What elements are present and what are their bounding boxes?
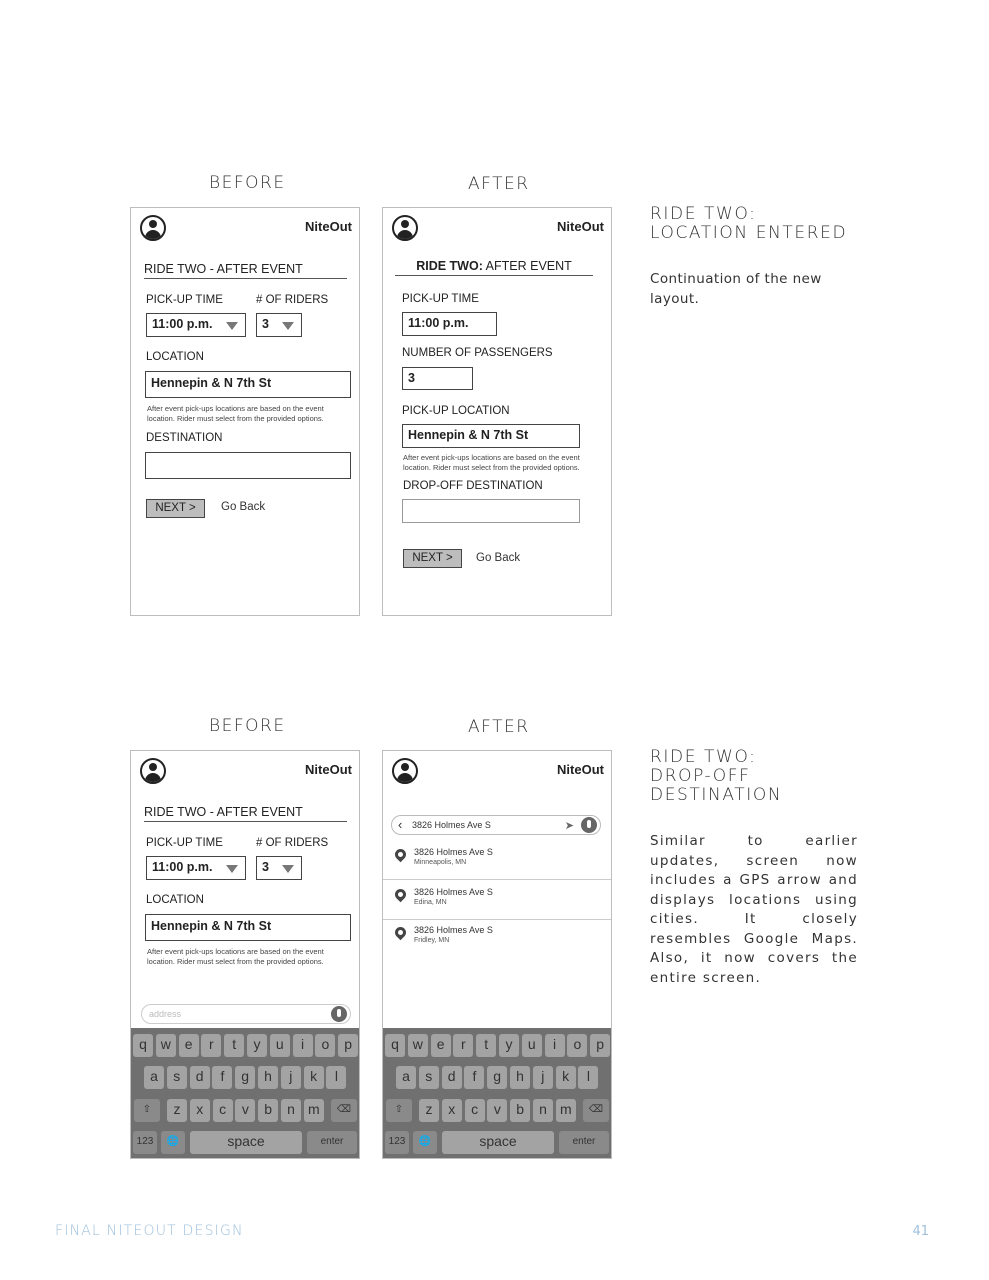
- section-title: RIDE TWO - AFTER EVENT: [144, 805, 347, 822]
- page-number: 41: [912, 1224, 929, 1239]
- key-c[interactable]: c: [465, 1099, 485, 1122]
- key-a[interactable]: a: [396, 1066, 416, 1089]
- backspace-key[interactable]: ⌫: [583, 1099, 609, 1122]
- key-z[interactable]: z: [167, 1099, 187, 1122]
- shift-key[interactable]: ⇧: [386, 1099, 412, 1122]
- microphone-icon[interactable]: [331, 1006, 347, 1022]
- brand-logo: NiteOut: [557, 762, 604, 777]
- location-note: After event pick-ups locations are based on the event location. Rider must select from the provided options.: [147, 404, 324, 423]
- keyboard: [131, 1028, 359, 1158]
- key-q[interactable]: q: [133, 1034, 153, 1057]
- pickup-time-label: PICK-UP TIME: [402, 293, 479, 305]
- section-title-bold: RIDE TWO:: [416, 259, 483, 273]
- result-city: Minneapolis, MN: [414, 859, 467, 866]
- key-n[interactable]: n: [533, 1099, 553, 1122]
- key-i[interactable]: i: [293, 1034, 313, 1057]
- map-pin-icon: [393, 847, 409, 863]
- go-back-link[interactable]: Go Back: [221, 501, 266, 513]
- dropoff-field[interactable]: [402, 499, 580, 523]
- key-p[interactable]: p: [338, 1034, 358, 1057]
- numbers-key[interactable]: 123: [385, 1131, 409, 1154]
- key-z[interactable]: z: [419, 1099, 439, 1122]
- result-address: 3826 Holmes Ave S: [414, 847, 493, 857]
- key-t[interactable]: t: [224, 1034, 244, 1057]
- location-field[interactable]: Hennepin & N 7th St: [145, 914, 351, 941]
- back-chevron-icon[interactable]: ‹: [398, 817, 403, 832]
- gps-arrow-icon[interactable]: ➤: [564, 820, 574, 832]
- key-x[interactable]: x: [442, 1099, 462, 1122]
- pickup-location-label: PICK-UP LOCATION: [402, 405, 510, 417]
- dropdown-arrow-icon: [226, 322, 238, 330]
- key-j[interactable]: j: [281, 1066, 301, 1089]
- key-u[interactable]: u: [522, 1034, 542, 1057]
- destination-field[interactable]: [145, 452, 351, 479]
- enter-key[interactable]: enter: [307, 1131, 357, 1154]
- key-w[interactable]: w: [408, 1034, 428, 1057]
- search-bar[interactable]: [391, 815, 601, 835]
- key-v[interactable]: v: [235, 1099, 255, 1122]
- next-button[interactable]: NEXT >: [403, 549, 462, 568]
- footer-title: FINAL NITEOUT DESIGN: [55, 1223, 244, 1239]
- key-g[interactable]: g: [487, 1066, 507, 1089]
- key-l[interactable]: l: [578, 1066, 598, 1089]
- search-value: 3826 Holmes Ave S: [412, 820, 491, 830]
- riders-label: # OF RIDERS: [256, 837, 329, 849]
- globe-icon[interactable]: 🌐: [413, 1131, 437, 1154]
- enter-key[interactable]: enter: [559, 1131, 609, 1154]
- pickup-time-label: PICK-UP TIME: [146, 837, 223, 849]
- key-r[interactable]: r: [453, 1034, 473, 1057]
- key-f[interactable]: f: [212, 1066, 232, 1089]
- address-input[interactable]: [141, 1004, 351, 1024]
- key-m[interactable]: m: [304, 1099, 324, 1122]
- map-pin-icon: [393, 925, 409, 941]
- key-b[interactable]: b: [510, 1099, 530, 1122]
- key-f[interactable]: f: [464, 1066, 484, 1089]
- riders-value: 3: [262, 317, 269, 331]
- brand-logo: NiteOut: [305, 762, 352, 777]
- section-title-rest: AFTER EVENT: [482, 259, 572, 273]
- section-title: RIDE TWO - AFTER EVENT: [144, 262, 347, 279]
- key-c[interactable]: c: [213, 1099, 233, 1122]
- numbers-key[interactable]: 123: [133, 1131, 157, 1154]
- pickup-time-field[interactable]: 11:00 p.m.: [402, 312, 497, 336]
- key-o[interactable]: o: [567, 1034, 587, 1057]
- key-u[interactable]: u: [270, 1034, 290, 1057]
- before-phone-keyboard: [130, 750, 360, 1159]
- riders-select[interactable]: [256, 856, 302, 880]
- dropdown-arrow-icon: [282, 865, 294, 873]
- space-key[interactable]: space: [442, 1131, 554, 1154]
- side-desc-2: Similar to earlier updates, screen now includes a GPS arrow and displays locations using cities. It closely resembles Google Maps. Also, it now covers the entire screen.: [650, 833, 858, 986]
- user-avatar-icon[interactable]: [140, 758, 166, 784]
- space-key[interactable]: space: [190, 1131, 302, 1154]
- key-h[interactable]: h: [258, 1066, 278, 1089]
- location-result[interactable]: [383, 920, 611, 958]
- pickup-time-select[interactable]: [146, 856, 246, 880]
- user-avatar-icon[interactable]: [140, 215, 166, 241]
- key-a[interactable]: a: [144, 1066, 164, 1089]
- key-x[interactable]: x: [190, 1099, 210, 1122]
- section-title: [395, 259, 593, 276]
- address-placeholder: address: [149, 1009, 182, 1019]
- key-n[interactable]: n: [281, 1099, 301, 1122]
- key-p[interactable]: p: [590, 1034, 610, 1057]
- key-w[interactable]: w: [156, 1034, 176, 1057]
- key-k[interactable]: k: [304, 1066, 324, 1089]
- key-h[interactable]: h: [510, 1066, 530, 1089]
- backspace-key[interactable]: ⌫: [331, 1099, 357, 1122]
- side-desc-1: Continuation of the new layout.: [650, 271, 822, 307]
- key-v[interactable]: v: [487, 1099, 507, 1122]
- after-phone-search: [382, 750, 612, 1159]
- location-label: LOCATION: [146, 894, 204, 906]
- pickup-time-label: PICK-UP TIME: [146, 294, 223, 306]
- go-back-link[interactable]: Go Back: [476, 552, 521, 564]
- result-address: 3826 Holmes Ave S: [414, 925, 493, 935]
- riders-label: # OF RIDERS: [256, 294, 329, 306]
- key-d[interactable]: d: [190, 1066, 210, 1089]
- result-city: Edina, MN: [414, 899, 447, 906]
- map-pin-icon: [393, 887, 409, 903]
- user-avatar-icon[interactable]: [392, 758, 418, 784]
- key-y[interactable]: y: [247, 1034, 267, 1057]
- microphone-icon[interactable]: [581, 817, 597, 833]
- dropdown-arrow-icon: [282, 322, 294, 330]
- result-address: 3826 Holmes Ave S: [414, 887, 493, 897]
- key-k[interactable]: k: [556, 1066, 576, 1089]
- after-label-1: AFTER: [468, 174, 530, 194]
- key-r[interactable]: r: [201, 1034, 221, 1057]
- key-d[interactable]: d: [442, 1066, 462, 1089]
- destination-label: DESTINATION: [146, 432, 223, 444]
- key-s[interactable]: s: [419, 1066, 439, 1089]
- pickup-time-value: 11:00 p.m.: [152, 860, 213, 874]
- riders-value: 3: [262, 860, 269, 874]
- key-e[interactable]: e: [431, 1034, 451, 1057]
- keyboard: [383, 1028, 611, 1158]
- key-m[interactable]: m: [556, 1099, 576, 1122]
- pickup-time-select[interactable]: [146, 313, 246, 337]
- dropoff-label: DROP-OFF DESTINATION: [403, 480, 543, 492]
- side-title-2: RIDE TWO: DROP-OFF DESTINATION: [650, 747, 783, 805]
- key-g[interactable]: g: [235, 1066, 255, 1089]
- key-e[interactable]: e: [179, 1034, 199, 1057]
- before-phone-form: [130, 207, 360, 616]
- location-label: LOCATION: [146, 351, 204, 363]
- after-phone-form: [382, 207, 612, 616]
- location-result[interactable]: [383, 882, 611, 920]
- key-t[interactable]: t: [476, 1034, 496, 1057]
- location-note: After event pick-ups locations are based on the event location. Rider must select from the provided options.: [147, 947, 324, 966]
- riders-select[interactable]: [256, 313, 302, 337]
- globe-icon[interactable]: 🌐: [161, 1131, 185, 1154]
- key-j[interactable]: j: [533, 1066, 553, 1089]
- after-label-2: AFTER: [468, 717, 530, 737]
- pickup-time-value: 11:00 p.m.: [152, 317, 213, 331]
- shift-key[interactable]: ⇧: [134, 1099, 160, 1122]
- key-l[interactable]: l: [326, 1066, 346, 1089]
- key-b[interactable]: b: [258, 1099, 278, 1122]
- key-q[interactable]: q: [385, 1034, 405, 1057]
- location-field[interactable]: Hennepin & N 7th St: [145, 371, 351, 398]
- dropdown-arrow-icon: [226, 865, 238, 873]
- result-city: Fridley, MN: [414, 937, 450, 944]
- passengers-label: NUMBER OF PASSENGERS: [402, 347, 553, 359]
- before-label-2: BEFORE: [209, 716, 286, 736]
- side-title-1: RIDE TWO: LOCATION ENTERED: [650, 204, 848, 243]
- before-label-1: BEFORE: [209, 173, 286, 193]
- user-avatar-icon[interactable]: [392, 215, 418, 241]
- location-result[interactable]: [383, 842, 611, 880]
- next-button[interactable]: NEXT >: [146, 499, 205, 518]
- key-s[interactable]: s: [167, 1066, 187, 1089]
- pickup-location-note: After event pick-ups locations are based on the event location. Rider must select from the provided options.: [403, 453, 580, 472]
- passengers-field[interactable]: 3: [402, 367, 473, 390]
- pickup-location-field[interactable]: Hennepin & N 7th St: [402, 424, 580, 448]
- key-y[interactable]: y: [499, 1034, 519, 1057]
- brand-logo: NiteOut: [557, 219, 604, 234]
- key-o[interactable]: o: [315, 1034, 335, 1057]
- brand-logo: NiteOut: [305, 219, 352, 234]
- key-i[interactable]: i: [545, 1034, 565, 1057]
